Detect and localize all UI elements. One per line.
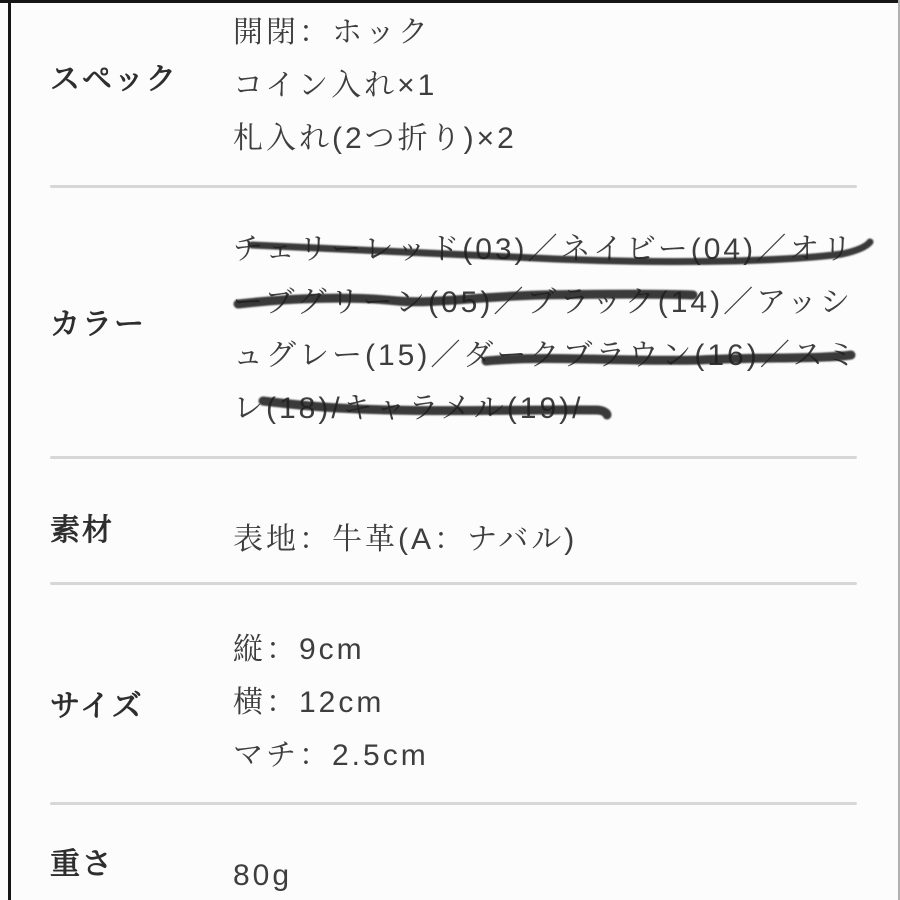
material-line: 表地：牛革(A：ナバル) (233, 523, 578, 556)
row-values-size (233, 623, 429, 782)
row-values-weight (233, 849, 292, 900)
table-row-color (0, 188, 900, 456)
color-text-line-4: レ(18)/キャラメル(19)/ (233, 392, 584, 425)
row-values-color (233, 223, 859, 435)
table-row-weight (0, 805, 900, 900)
row-values-material (233, 513, 577, 566)
size-line-gusset: マチ：2.5cm (233, 739, 429, 772)
weight-line: 80g (233, 859, 293, 892)
spec-line-opening: 開閉：ホック (233, 16, 431, 49)
table-row-material (0, 459, 900, 582)
row-label-weight: 重さ (50, 848, 114, 881)
color-text-line-2: ーブグリーン(05)／ブラック(14)／アッシ (233, 286, 853, 319)
row-label-material: 素材 (50, 514, 114, 547)
row-label-color: カラー (50, 308, 146, 341)
row-label-spec: スペック (50, 63, 178, 96)
size-line-height: 縦：9cm (233, 633, 365, 666)
row-label-size: サイズ (50, 690, 144, 723)
color-text-line-1: チェリーレッド(03)／ネイビー(04)／オリ (233, 233, 856, 266)
table-row-spec (0, 0, 900, 185)
table-row-size (0, 585, 900, 802)
row-values-spec (233, 6, 517, 165)
size-line-width: 横：12cm (233, 686, 385, 719)
color-text-line-3: ュグレー(15)／ダークブラウン(16)／スミ (233, 339, 859, 372)
spec-line-bill-pocket: 札入れ(2つ折り)×2 (233, 122, 517, 155)
spec-line-coin-pocket: コイン入れ×1 (233, 69, 438, 102)
